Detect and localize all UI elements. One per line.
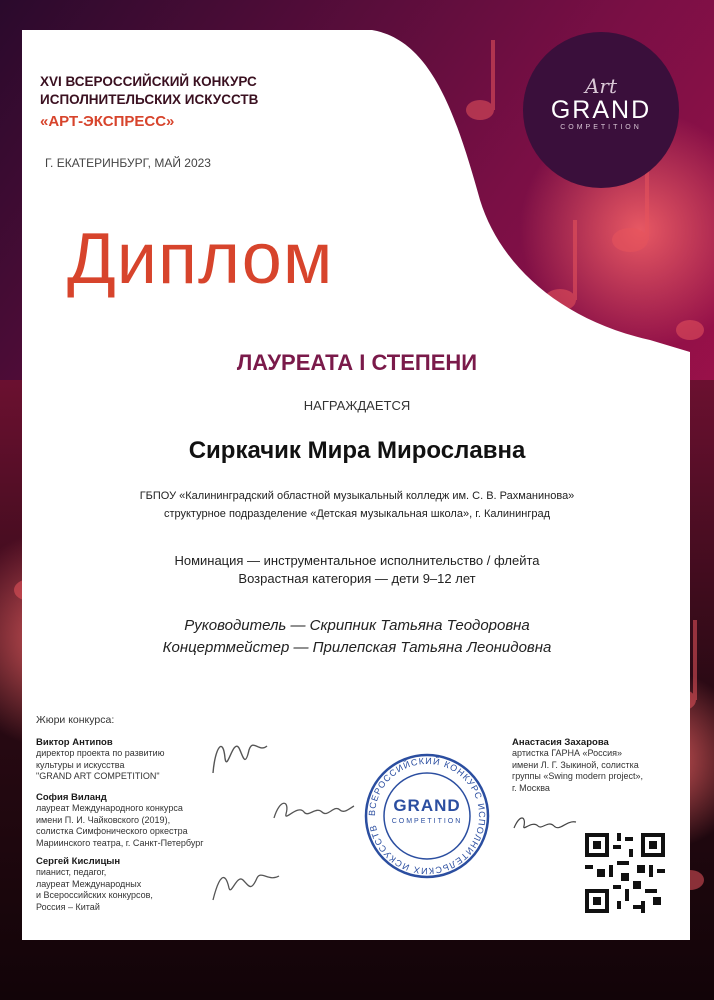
age-category: Возрастная категория — дети 9–12 лет (238, 571, 476, 586)
jury-member (512, 737, 682, 794)
recipient-name: Сиркачик Мира Мирославна (188, 437, 526, 464)
grand-logo (523, 76, 679, 131)
contest-place-date: Г. ЕКАТЕРИНБУРГ, МАЙ 2023 (45, 156, 211, 170)
logo-sub: COMPETITION (560, 124, 642, 131)
leader: Руководитель — Скрипник Татьяна Теодоровна (184, 617, 530, 634)
stamp-ring-text: ВСЕРОССИЙСКИЙ КОНКУРС ИСПОЛНИТЕЛЬСКИХ ИСКУССТВ (366, 755, 488, 877)
jury-label: Жюри конкурса: (36, 714, 115, 726)
official-stamp (363, 752, 491, 880)
signature-zakharova (510, 808, 580, 838)
signature-antipov (205, 728, 275, 783)
institution-line-1: ГБПОУ «Калининградский областной музыкальный колледж им. С. В. Рахманинова» (139, 490, 575, 502)
signature-kislitsyn (205, 862, 285, 907)
stamp-sub: COMPETITION (391, 818, 463, 825)
jury-member-name: Анастасия Захарова (512, 737, 609, 748)
accompanist: Концертмейстер — Прилепская Татьяна Леонидовна (162, 639, 552, 656)
stamp-ring (363, 752, 491, 880)
contest-name: «АРТ-ЭКСПРЕСС» (40, 113, 175, 130)
jury-member-desc: директор проекта по развитию культуры и искусства "GRAND ART COMPETITION" (36, 748, 165, 781)
logo-script: Art (584, 74, 618, 98)
awarded-label: НАГРАЖДАЕТСЯ (303, 398, 411, 413)
diploma-title: Диплом (67, 219, 334, 299)
contest-line-2: ИСПОЛНИТЕЛЬСКИХ ИСКУССТВ (40, 92, 259, 107)
jury-member-name: Сергей Кислицын (36, 856, 121, 867)
jury-member-name: Виктор Антипов (36, 737, 113, 748)
jury-member-name: София Виланд (36, 792, 107, 803)
signature-viland (268, 790, 358, 830)
institution-line-2: структурное подразделение «Детская музыкальная школа», г. Калининград (163, 508, 551, 520)
qr-code[interactable] (585, 833, 665, 913)
jury-member (36, 792, 256, 849)
jury-member-desc: лауреат Международного конкурса имени П. И. Чайковского (2019), солистка Симфонического оркестра Мариинского театра, г. Санкт-Петербург (36, 803, 204, 848)
logo-word: GRAND (550, 96, 652, 124)
jury-member-desc: артистка ГАРНА «Россия» имени Л. Г. Зыкиной, солистка группы «Swing modern project», г. Москва (512, 748, 643, 793)
jury-member-desc: пианист, педагог, лауреат Международных и Всероссийских конкурсов, Россия – Китай (36, 867, 153, 912)
degree-label: ЛАУРЕАТА I СТЕПЕНИ (236, 350, 478, 375)
nomination: Номинация — инструментальное исполнительство / флейта (174, 553, 540, 568)
contest-line-1: XVI ВСЕРОССИЙСКИЙ КОНКУРС (40, 74, 257, 89)
stamp-word: GRAND (393, 796, 461, 815)
